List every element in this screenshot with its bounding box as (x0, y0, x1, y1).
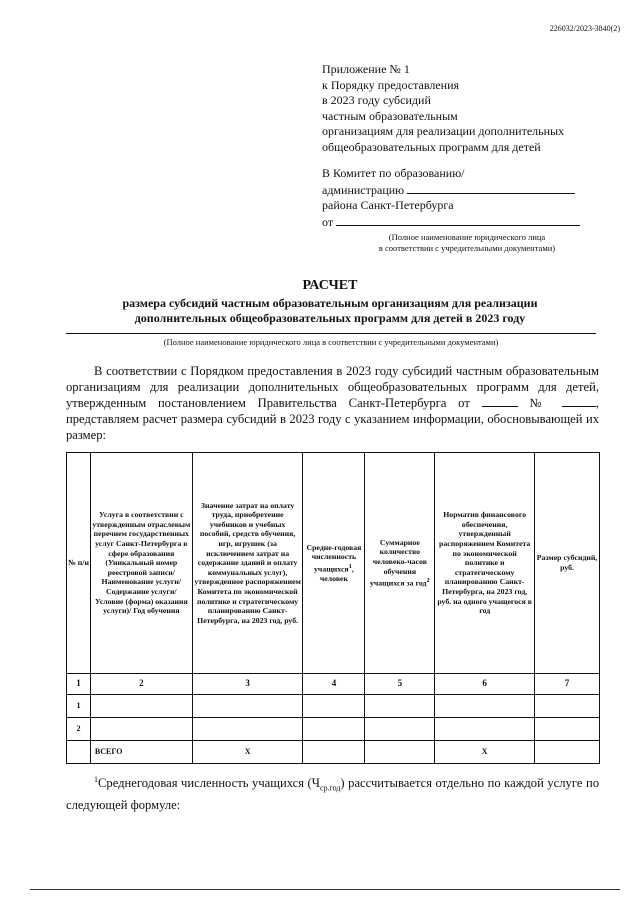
appendix-line: к Порядку предоставления (322, 77, 460, 92)
table-cell[interactable] (303, 718, 365, 741)
appendix-line: в 2023 году субсидий (322, 93, 431, 108)
footnote-text: ) рассчитывается отдельно по каждой услуге по следующей формуле: (66, 776, 599, 812)
addressee-admin-label: администрацию (322, 182, 405, 197)
column-number: 6 (435, 674, 535, 695)
calculation-table (66, 452, 600, 764)
appendix-line: частным образовательным (322, 108, 458, 123)
total-row (67, 741, 600, 764)
header-text: Средне-годовая численность учащихся (306, 542, 362, 574)
appendix-block (322, 62, 564, 156)
footnote-paragraph (66, 772, 599, 813)
addressee-note-line: (Полное наименование юридического лица (388, 232, 546, 243)
footnote-mark: 1 (94, 775, 98, 784)
addressee-line: В Комитет по образованию/ (322, 166, 465, 180)
appendix-line: организациям для реализации дополнительных (322, 124, 565, 139)
addressee-line: района Санкт-Петербурга (322, 198, 454, 213)
date-blank (482, 395, 518, 407)
organization-note: (Полное наименование юридического лица в соответствии с учредительными документами) (163, 337, 499, 347)
total-cell: Х (192, 741, 303, 764)
organization-fill-line (66, 333, 596, 334)
document-number: 226032/2023-3840(2) (549, 24, 620, 33)
table-cell[interactable] (535, 718, 600, 741)
appendix-line: Приложение № 1 (322, 62, 410, 76)
table-cell[interactable] (365, 695, 435, 718)
total-cell[interactable] (303, 741, 365, 764)
addressee-line (322, 214, 592, 231)
footnote-subscript: ср.год (319, 783, 341, 793)
body-number-sign: № (529, 396, 551, 410)
header-text: , человек (319, 564, 354, 583)
column-number-row (67, 674, 600, 695)
column-number: 5 (365, 674, 435, 695)
header-cell-avg-students (303, 453, 365, 674)
header-cell-subsidy: Размер субсидий, руб. (535, 453, 600, 674)
document-title (60, 278, 600, 326)
column-number: 1 (67, 674, 91, 695)
title-line: дополнительных общеобразовательных программ для детей в 2023 году (134, 311, 526, 325)
page-bottom-rule (30, 889, 620, 890)
title-line: размера субсидий частным образовательным организациям для реализации (122, 296, 538, 310)
addressee-line (322, 182, 592, 199)
table-cell[interactable] (90, 718, 192, 741)
addressee-note-line: в соответствии с учредительными документами) (378, 243, 556, 254)
applicant-fill-line (336, 214, 580, 226)
table-cell[interactable] (192, 695, 303, 718)
header-cell-costs: Значение затрат на оплату труда, приобретение учебников и учебных пособий, средств обучения, игр, игрушек (за исключением затрат на содержание зданий и оплату коммунальных услуг), утвержденное распоряжением Комитета по экономической политике и стратегическому планированию Санкт-Петербурга, на 2023 год, руб. (192, 453, 303, 674)
total-cell[interactable] (535, 741, 600, 764)
administration-fill-line (407, 182, 575, 194)
appendix-line: общеобразовательных программ для детей (322, 139, 541, 154)
footnote-mark: 2 (426, 577, 430, 585)
table-cell[interactable] (365, 718, 435, 741)
total-number (67, 741, 91, 764)
total-label: ВСЕГО (90, 741, 192, 764)
number-blank (562, 395, 596, 407)
header-cell-number: № п/н (67, 453, 91, 674)
header-cell-norm: Норматив финансового обеспечения, утвержденный распоряжением Комитета по экономической политике и стратегическому планированию Санкт-Петербурга, на 2023 год, руб. на одного учащегося в год (435, 453, 535, 674)
table-cell[interactable] (435, 718, 535, 741)
column-number: 3 (192, 674, 303, 695)
table-cell[interactable] (535, 695, 600, 718)
header-cell-person-hours (365, 453, 435, 674)
header-cell-service: Услуга в соответствии с утвержденным отраслевым перечнем государственных услуг Санкт-Петербурга в сфере образования (Уникальный номер реестровой записи/Наименование услуги/ Содержание услуги/ Условие (форма) оказания услуги)/ Год обучения (90, 453, 192, 674)
column-number: 4 (303, 674, 365, 695)
total-cell: Х (435, 741, 535, 764)
addressee-from-label: от (322, 214, 334, 229)
table-cell[interactable] (303, 695, 365, 718)
table-header-row (67, 453, 600, 674)
footnote-text: Среднегодовая численность учащихся (Ч (98, 776, 320, 791)
column-number: 7 (535, 674, 600, 695)
title-heading: РАСЧЕТ (302, 278, 358, 293)
total-cell[interactable] (365, 741, 435, 764)
addressee-block (322, 166, 592, 254)
body-paragraph (66, 363, 599, 443)
table-row (67, 695, 600, 718)
table-cell[interactable] (90, 695, 192, 718)
addressee-note (322, 232, 592, 254)
footnote-mark: 1 (348, 562, 352, 570)
table-cell[interactable] (192, 718, 303, 741)
table-cell[interactable] (435, 695, 535, 718)
column-number: 2 (90, 674, 192, 695)
row-number: 1 (67, 695, 91, 718)
row-number: 2 (67, 718, 91, 741)
header-text: Суммарное количество человеко-часов обучения учащихся за год (369, 537, 427, 588)
table-row (67, 718, 600, 741)
body-text: В соответствии с Порядком предоставления в 2023 году субсидий частным образовательным организациям для реализации дополнительных общеобразовательных программ для детей, утвержденным постановлением Правительства Санкт-Петербурга от (66, 364, 599, 410)
body-text: , представляем расчет размера субсидий в 2023 году с указанием информации, обосновывающей их размер: (66, 396, 599, 442)
